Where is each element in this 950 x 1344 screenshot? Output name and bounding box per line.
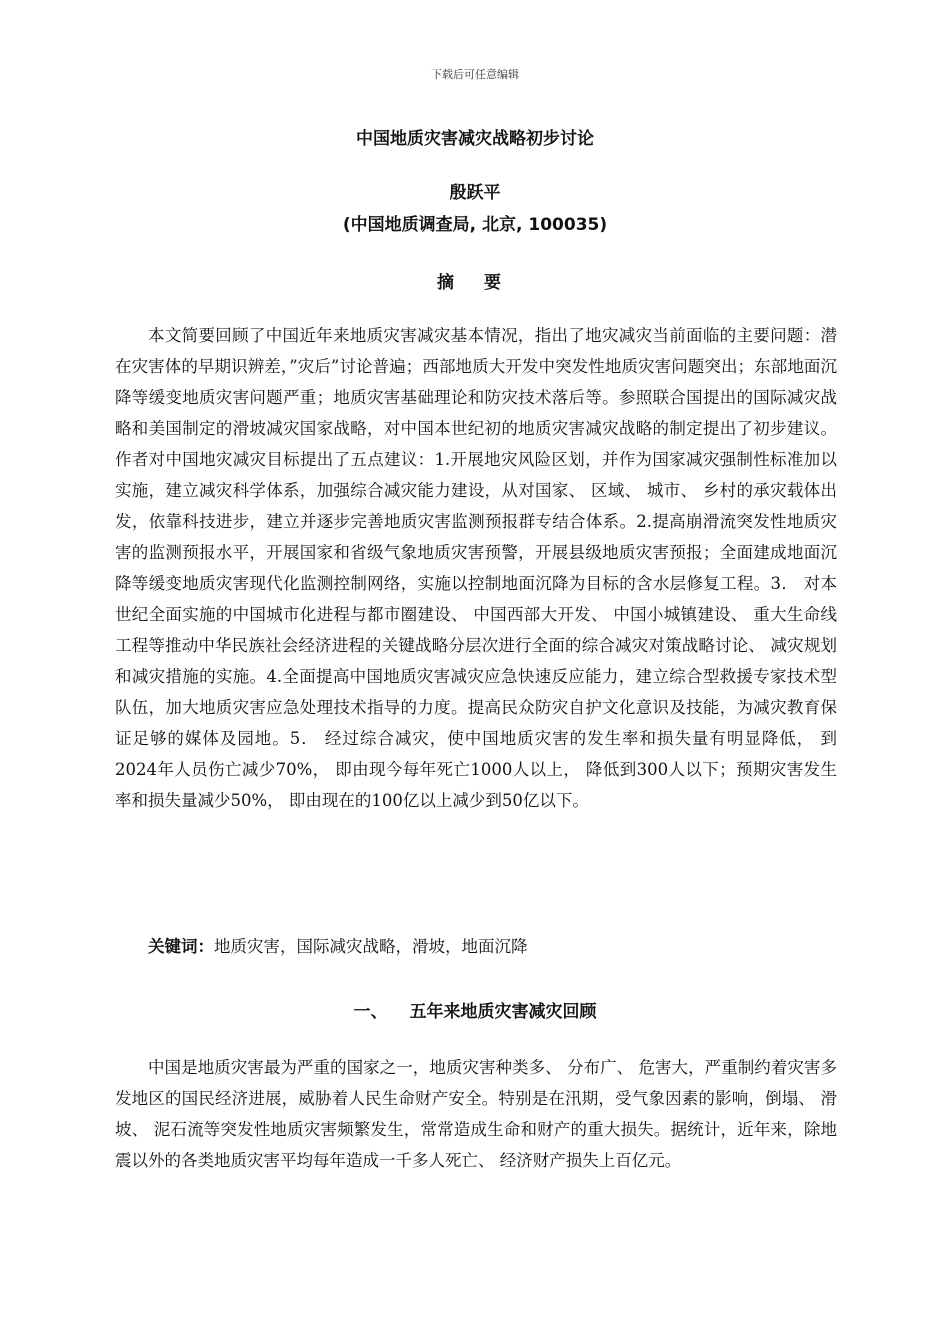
keywords-line: [148, 931, 838, 962]
keywords-label: 关键词：: [148, 937, 214, 956]
document-title: 中国地质灾害减灾战略初步讨论: [356, 129, 594, 149]
author-name: 殷跃平: [449, 183, 501, 203]
header-note: 下载后可任意编辑: [431, 68, 519, 81]
section-paragraph: 中国是地质灾害最为严重的国家之一，地质灾害种类多、 分布广、 危害大，严重制约着灾害多发地区的国民经济进展，威胁着人民生命财产安全。特别是在汛期，受气象因素的影响，倒塌、 滑坡、 泥石流等突发性地质灾害频繁发生，常常造成生命和财产的重大损失。据统计，近年来，除地震以外的各类地质灾害平均每年造成一千多人死亡、 经济财产损失上百亿元。: [115, 1058, 837, 1170]
abstract-paragraph: 本文简要回顾了中国近年来地质灾害减灾基本情况，指出了地灾减灾当前面临的主要问题：潜在灾害体的早期识辨差，”灾后”讨论普遍；西部地质大开发中突发性地质灾害问题突出；东部地面沉降等缓变地质灾害问题严重；地质灾害基础理论和防灾技术落后等。参照联合国提出的国际减灾战略和美国制定的滑坡减灾国家战略，对中国本世纪初的地质灾害减灾战略的制定提出了初步建议。作者对中国地灾减灾目标提出了五点建议：1.开展地灾风险区划，并作为国家减灾强制性标准加以实施，建立减灾科学体系，加强综合减灾能力建设，从对国家、 区域、 城市、 乡村的承灾载体出发，依靠科技进步，建立并逐步完善地质灾害监测预报群专结合体系。2.提高崩滑流突发性地质灾害的监测预报水平，开展国家和省级气象地质灾害预警，开展县级地质灾害预报；全面建成地面沉降等缓变地质灾害现代化监测控制网络，实施以控制地面沉降为目标的含水层修复工程。3． 对本世纪全面实施的中国城市化进程与都市圈建设、 中国西部大开发、 中国小城镇建设、 重大生命线工程等推动中华民族社会经济进程的关键战略分层次进行全面的综合减灾对策战略讨论、 减灾规划和减灾措施的实施。4.全面提高中国地质灾害减灾应急快速反应能力，建立综合型救援专家技术型队伍，加大地质灾害应急处理技术指导的力度。提高民众防灾自护文化意识及技能，为减灾教育保证足够的媒体及园地。5． 经过综合减灾，使中国地质灾害的发生率和损失量有明显降低， 到2024年人员伤亡减少70%， 即由现今每年死亡1000人以上， 降低到300人以下；预期灾害发生率和损失量减少50%， 即由现在的100亿以上减少到50亿以下。: [115, 326, 837, 810]
section-title: 五年来地质灾害减灾回顾: [409, 1002, 597, 1022]
section-heading: [0, 997, 950, 1022]
keywords-text: 地质灾害，国际减灾战略，滑坡，地面沉降: [214, 937, 528, 956]
author-affiliation: (中国地质调查局, 北京, 100035): [342, 215, 608, 235]
abstract-heading: 摘 要: [437, 273, 513, 293]
section-number: 一、: [353, 1002, 388, 1022]
